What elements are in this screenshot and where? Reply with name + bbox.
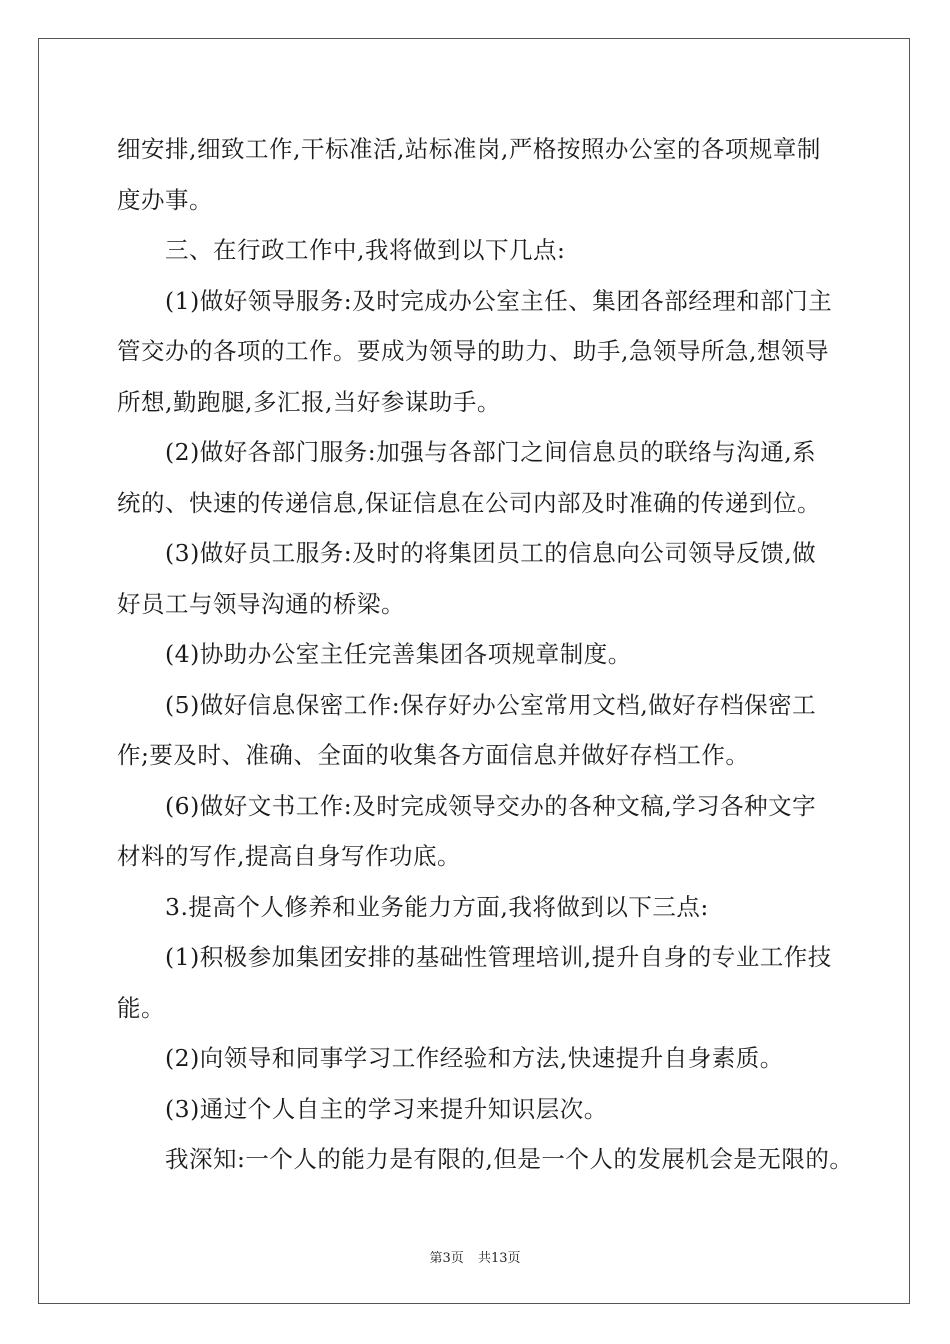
text-line: (1)做好领导服务:及时完成办公室主任、集团各部经理和部门主 [165, 286, 833, 315]
text-line: 所想,勤跑腿,多汇报,当好参谋助手。 [117, 387, 501, 416]
text-line: 三、在行政工作中,我将做到以下几点: [165, 236, 566, 264]
text-line: (1)积极参加集团安排的基础性管理培训,提升自身的专业工作技 [165, 943, 832, 971]
text-line: (2)向领导和同事学习工作经验和方法,快速提升自身素质。 [165, 1044, 784, 1072]
text-line: 度办事。 [117, 185, 213, 214]
text-line: (3)做好员工服务:及时的将集团员工的信息向公司领导反馈,做 [165, 539, 817, 567]
text-line: 能。 [117, 993, 165, 1022]
text-line: 材料的写作,提高自身写作功底。 [117, 842, 461, 870]
text-line: (2)做好各部门服务:加强与各部门之间信息员的联络与沟通,系 [165, 438, 817, 466]
text-line: 管交办的各项的工作。要成为领导的助力、助手,急领导所急,想领导 [117, 337, 829, 365]
text-line: 细安排,细致工作,干标准活,站标准岗,严格按照办公室的各项规章制 [117, 135, 821, 163]
page-total: 共13页 [477, 1251, 521, 1266]
page-footer [0, 1247, 950, 1266]
document-body [117, 124, 854, 1185]
text-line: (3)通过个人自主的学习来提升知识层次。 [165, 1094, 608, 1123]
text-line: 我深知:一个人的能力是有限的,但是一个人的发展机会是无限的。 [165, 1145, 854, 1173]
text-line: (5)做好信息保密工作:保存好办公室常用文档,做好存档保密工 [165, 690, 817, 719]
text-line: 作;要及时、准确、全面的收集各方面信息并做好存档工作。 [117, 741, 750, 769]
text-line: 统的、快速的传递信息,保证信息在公司内部及时准确的传递到位。 [117, 488, 821, 517]
text-line: 3.提高个人修养和业务能力方面,我将做到以下三点: [165, 892, 709, 921]
text-line: (6)做好文书工作:及时完成领导交办的各种文稿,学习各种文字 [165, 791, 817, 820]
body-text [117, 124, 854, 1185]
text-line: 好员工与领导沟通的桥梁。 [117, 589, 405, 618]
page-number: 第3页 [429, 1251, 464, 1266]
text-line: (4)协助办公室主任完善集团各项规章制度。 [165, 640, 632, 668]
